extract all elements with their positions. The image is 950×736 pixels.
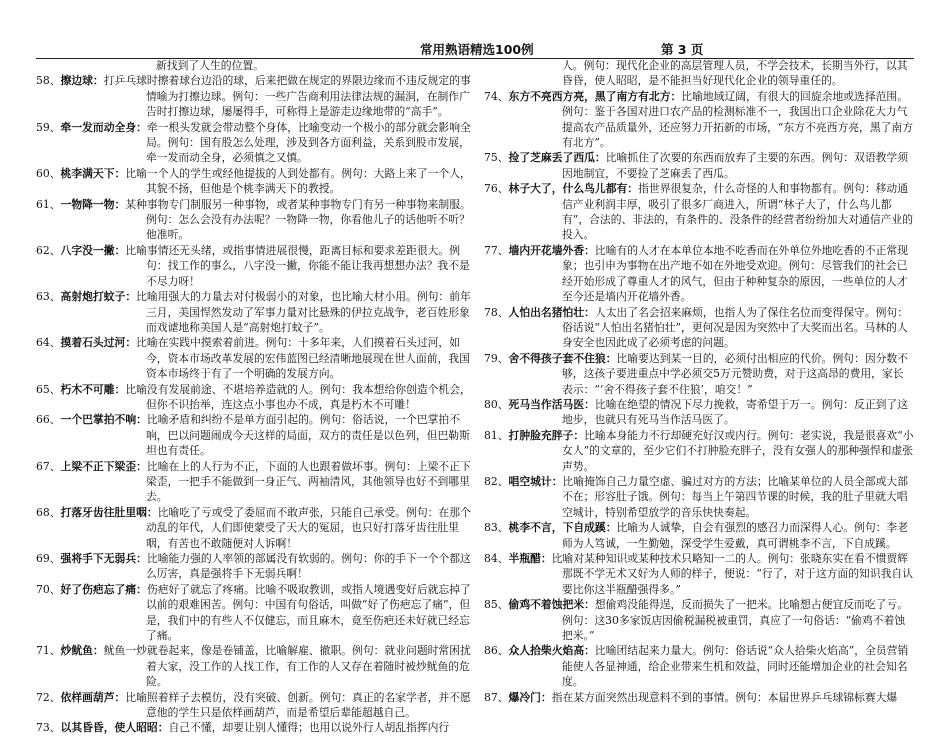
idiom-entry (484, 690, 914, 705)
idiom-explanation: 比喻在实践中摸索着前进。例句：十多年来，人们摸着石头过河，如今，资本市场改革发展的宏伟蓝图已经清晰地展现在世人面前，我国资本市场终于有了一个明确的发展方向。 (136, 336, 470, 381)
idiom-entry (484, 89, 914, 151)
idiom-entry (36, 505, 474, 551)
idiom-entry (36, 459, 474, 505)
idiom-explanation: 比喻要达到某一目的，必须付出相应的代价。例句：因分数不够，这孩子要进重点中学必须交5万元赞助费，对于这高昂的费用，家长表示：“‘舍不得孩子套不住狼’，咱交！” (562, 351, 909, 396)
idiom-entry (484, 243, 914, 305)
entry-number: 58、 (36, 74, 61, 88)
entry-number: 74、 (484, 89, 509, 103)
idiom-term: 桃李满天下： (60, 166, 126, 180)
idiom-term: 舍不得孩子套不住狼： (508, 351, 617, 365)
idiom-explanation: 自己不懂，却要让别人懂得；也用以说外行人胡乱指挥内行 (168, 721, 450, 735)
idiom-entry (36, 243, 474, 289)
idiom-entry (36, 412, 474, 458)
entry-number: 87、 (484, 690, 509, 704)
idiom-term: 东方不亮西方亮，黑了南方有北方： (508, 89, 682, 103)
idiom-term: 打肿脸充胖子： (508, 428, 585, 442)
idiom-entry (36, 582, 474, 644)
idiom-explanation: 某种事物专门制服另一种事物，或者某种事物专门有另一种事物来制服。例句：怎么会没有办法呢？一物降一物，你看他儿子的话他听不听？他准听。 (125, 197, 471, 242)
idiom-term: 高射炮打蚊子： (60, 290, 137, 304)
idiom-explanation: 鱿鱼一炒就卷起来，像是卷铺盖，比喻解雇、撤职。例句：就业问题时常困扰着大家，没工作的人找工作，有工作的人又存在着随时被炒鱿鱼的危险。 (103, 644, 471, 689)
idiom-term: 桃李不言，下自成蹊： (508, 521, 617, 535)
idiom-term: 墙内开花墙外香： (508, 243, 595, 257)
entry-number: 68、 (36, 505, 61, 519)
idiom-entry (36, 382, 474, 413)
right-column (484, 58, 914, 704)
entry-number: 64、 (36, 336, 61, 350)
idiom-entry (36, 197, 474, 243)
idiom-explanation: 人太出了名会招来麻烦，也指人为了保住名位而变得保守。例句：俗话说“人怕出名猪怕壮”，更何况是因为突然中了大奖而出名。马林的人身安全也因此成了必须考虑的问题。 (562, 305, 909, 350)
entry-number: 83、 (484, 521, 509, 535)
idiom-explanation: 比喻一个人的学生或经他提拔的人到处都有。例句：大路上来了一个人，其貌不扬，但他是个桃李满天下的教授。 (125, 166, 471, 196)
idiom-entry (36, 551, 474, 582)
entry-number: 67、 (36, 459, 61, 473)
idiom-explanation: 伤疤好了就忘了疼痛。比喻不吸取教训，或指人境遇变好后就忘掉了以前的艰难困苦。例句：中国有句俗话，叫做“好了伤疤忘了痛”，但是，我们中的有些人不仅健忘，而且麻木，竟至伤疤还未好就已经忘了痛。 (146, 582, 471, 643)
idiom-entry (36, 690, 474, 721)
idiom-entry (484, 150, 914, 181)
idiom-explanation: 牵一根头发就会带动整个身体，比喻变动一个极小的部分就会影响全局。例句：国有股怎么处理，涉及到各方面利益，关系到股市发展，牵一发而动全身，必须慎之又慎。 (146, 120, 471, 165)
idiom-explanation: 打乒乓球时擦着球台边沿的球，后来把做在规定的界限边缘而不违反规定的事情喻为打擦边球。例句：一些广告商利用法律法规的漏洞，在制作广告时打擦边球，屡屡得手，可称得上是游走边缘地带的“高手”。 (103, 74, 471, 119)
entry-number: 77、 (484, 243, 509, 257)
left-column (36, 58, 474, 735)
idiom-entry (484, 181, 914, 243)
idiom-explanation: 比喻没有发展前途、不堪培养造就的人。例句：我本想给你创造个机会，但你不识抬举，连这点小事也办不成，真是朽木不可雕！ (125, 382, 471, 411)
idiom-entry (484, 428, 914, 474)
page-title: 常用熟语精选100例 (420, 42, 534, 57)
idiom-entry (484, 551, 914, 597)
idiom-explanation: 比喻在上的人行为不正，下面的人也跟着做坏事。例句：上梁不正下梁歪，一把手不能做到一身正气、两袖清风，其他领导也好不到哪里去。 (146, 459, 471, 504)
idiom-term: 众人拾柴火焰高： (508, 644, 595, 658)
idiom-term: 上梁不正下梁歪： (60, 459, 147, 473)
idiom-term: 唱空城计： (508, 474, 563, 488)
idiom-explanation: 比喻吃了亏或受了委屈而不敢声张，只能自己承受。例句：在那个动乱的年代，人们即使蒙受了天大的冤屈，也只好打落牙齿往肚里咽，有苦也不敢随便对人诉啊！ (146, 505, 471, 550)
idiom-explanation: 比喻地域辽阔，有很大的回旋余地或选择范围。例句：鉴于各国对进口农产品的检测标准不一，我国出口企业除花大力气提高农产品质量外，还应努力开拓新的市场，“东方不亮西方亮，黑了南方有北方”。 (562, 89, 914, 150)
idiom-term: 牵一发而动全身： (60, 120, 147, 134)
entry-number: 80、 (484, 397, 509, 411)
entry-number: 62、 (36, 243, 61, 257)
idiom-term: 好了伤疤忘了痛： (60, 582, 147, 596)
idiom-entry (484, 643, 914, 689)
idiom-explanation: 想偷鸡没能得逞，反而损失了一把米。比喻想占便宜反而吃了亏。例句：这30多家饭店因偷税漏税被重罚，真应了一句俗话：“偷鸡不着蚀把米。” (562, 598, 909, 643)
idiom-explanation: 比喻本身能力不行却硬充好汉或内行。例句：老实说，我是很喜欢“小女人”的文章的，至少它们不打肿脸充胖子，没有女强人的那种强悍和虚张声势。 (562, 428, 914, 473)
entry-number: 73、 (36, 721, 61, 735)
idiom-explanation: 比喻有的人才在本单位本地不吃香而在外单位外地吃香的不正常现象；也引申为事物在出产地不如在外地受欢迎。例句：尽管我们的社会已经开始形成了尊重人才的风气，但由于种种复杂的原因，一些单位的人才至今还是墙内开花墙外香。 (562, 243, 909, 304)
idiom-explanation: 比喻用强大的力量去对付极弱小的对象，也比喻大材小用。例句：前年三月，美国悍然发动了军事力量对比悬殊的伊拉克战争，老百姓形象而戏谑地称美国人是“高射炮打蚊子”。 (136, 290, 471, 334)
idiom-term: 半瓶醋： (508, 552, 552, 565)
idiom-explanation: 比喻抓住了次要的东西而放弃了主要的东西。例句：双语教学须因地制宜，不要捡了芝麻丢了西瓜。 (562, 151, 909, 180)
entry-number: 59、 (36, 120, 61, 134)
idiom-entry (36, 720, 474, 735)
idiom-explanation: 比喻能力强的人率领的部属没有软弱的。例句：你的手下一个个都这么厉害，真是强将手下无弱兵啊！ (146, 552, 471, 581)
entry-number: 66、 (36, 413, 61, 427)
idiom-entry (36, 166, 474, 197)
entry-number: 70、 (36, 582, 61, 596)
idiom-term: 依样画葫芦： (60, 690, 126, 704)
idiom-explanation: 新找到了人生的位置。 (156, 59, 264, 72)
entry-number: 65、 (36, 382, 61, 396)
idiom-entry (36, 73, 474, 119)
entry-number: 76、 (484, 182, 509, 196)
entry-number: 69、 (36, 552, 61, 565)
entry-number: 82、 (484, 474, 509, 488)
idiom-entry (36, 335, 474, 381)
entry-number: 75、 (484, 151, 509, 165)
entry-number: 86、 (484, 644, 509, 658)
idiom-term: 八字没一撇： (60, 243, 126, 257)
idiom-term: 捡了芝麻丢了西瓜： (508, 151, 606, 165)
idiom-term: 林子大了，什么鸟儿都有： (508, 182, 639, 196)
entry-number: 72、 (36, 690, 61, 704)
idiom-entry (36, 120, 474, 166)
entry-number: 63、 (36, 290, 61, 304)
idiom-entry (484, 351, 914, 397)
idiom-term: 死马当作活马医： (508, 397, 595, 411)
idiom-entry (484, 397, 914, 428)
idiom-term: 强将手下无弱兵： (60, 552, 147, 565)
idiom-term: 爆冷门： (508, 690, 552, 704)
idiom-term: 朽木不可雕： (60, 382, 126, 396)
entry-number: 81、 (484, 428, 509, 442)
idiom-explanation: 比喻掩饰自己力量空虚、骗过对方的方法；比喻某单位的人员全部或大部不在；形容肚子饿。例句：每当上午第四节课的时候，我的肚子里就大唱空城计，特别希望放学的音乐快快奏起。 (562, 474, 909, 519)
idiom-entry (484, 474, 914, 520)
idiom-entry (36, 58, 474, 73)
idiom-term: 打落牙齿往肚里咽： (60, 505, 158, 519)
entry-number: 61、 (36, 197, 61, 211)
idiom-term: 一物降一物： (60, 197, 126, 211)
idiom-term: 以其昏昏，使人昭昭： (60, 721, 169, 735)
idiom-explanation: 比喻团结起来力量大。例句：俗话说“众人拾柴火焰高”，全员营销能使人各显神通，给企业带来生机和效益，同时还能增加企业的社会知名度。 (562, 644, 909, 689)
idiom-explanation: 比喻矛盾和纠纷不是单方面引起的。例句：俗话说，一个巴掌拍不响，巴以问题闹成今天这样的局面，双方的责任是以色列，但巴勒斯坦也有责任。 (146, 413, 470, 458)
entry-number: 60、 (36, 166, 61, 180)
idiom-explanation: 比喻对某种知识或某种技术只略知一二的人。例句：张晓东实在看不惯贾辉那既不学无术又好为人师的样子，便说：“行了，对于这方面的知识我自认要比你这半瓶醋强得多。” (551, 552, 914, 596)
idiom-entry (36, 643, 474, 689)
idiom-explanation: 人。例句：现代化企业的高层管理人员，不学会技术，长期当外行，以其昏昏，使人昭昭，是不能担当好现代化企业的领导重任的。 (562, 59, 908, 88)
entry-number: 71、 (36, 644, 61, 658)
idiom-explanation: 比喻照着样子去模仿，没有突破、创新。例句：真正的名家学者，并不愿意他的学生只是依样画葫芦，而是希望后辈能超越自己。 (125, 690, 471, 720)
idiom-term: 人怕出名猪怕壮： (508, 305, 595, 319)
idiom-explanation: 指在某方面突然出现意料不到的事情。例句：本届世界乒乓球锦标赛大爆 (551, 690, 898, 704)
idiom-entry (484, 597, 914, 643)
page-number: 第 3 页 (661, 42, 704, 57)
idiom-explanation: 比喻在绝望的情况下尽力挽救，寄希望于万一。例句：反正到了这地步，也就只有死马当作活马医了。 (562, 397, 909, 427)
idiom-term: 摸着石头过河： (60, 336, 137, 350)
idiom-term: 炒鱿鱼： (60, 644, 104, 658)
idiom-entry (484, 58, 914, 89)
idiom-term: 偷鸡不着蚀把米： (508, 598, 595, 612)
idiom-term: 擦边球： (60, 74, 104, 88)
idiom-explanation: 指世界很复杂，什么奇怪的人和事物都有。例句：移动通信产业利润丰厚，吸引了很多厂商进入，所谓“林子大了，什么鸟儿都有”，合法的、非法的，有条件的、没条件的经营者纷纷加大对通信产业的投入。 (562, 182, 914, 242)
idiom-entry (484, 520, 914, 551)
idiom-term: 一个巴掌拍不响： (60, 413, 147, 427)
entry-number: 85、 (484, 598, 509, 612)
idiom-entry (36, 289, 474, 335)
idiom-explanation: 比喻为人诚挚，自会有强烈的感召力而深得人心。例句：李老师为人笃诚，一生勤勉，深受学生爱戴，真可谓桃李不言，下自成蹊。 (562, 521, 909, 550)
entry-number: 84、 (484, 552, 509, 565)
idiom-explanation: 比喻事情还无头绪，或指事情进展很慢，距离目标和要求差距很大。例句：找工作的事么，八字没一撇，你能不能让我再想想办法？我不是不尽力呀！ (125, 243, 470, 288)
idiom-entry (484, 305, 914, 351)
entry-number: 78、 (484, 305, 509, 319)
page-header (36, 40, 914, 59)
entry-number: 79、 (484, 351, 509, 365)
